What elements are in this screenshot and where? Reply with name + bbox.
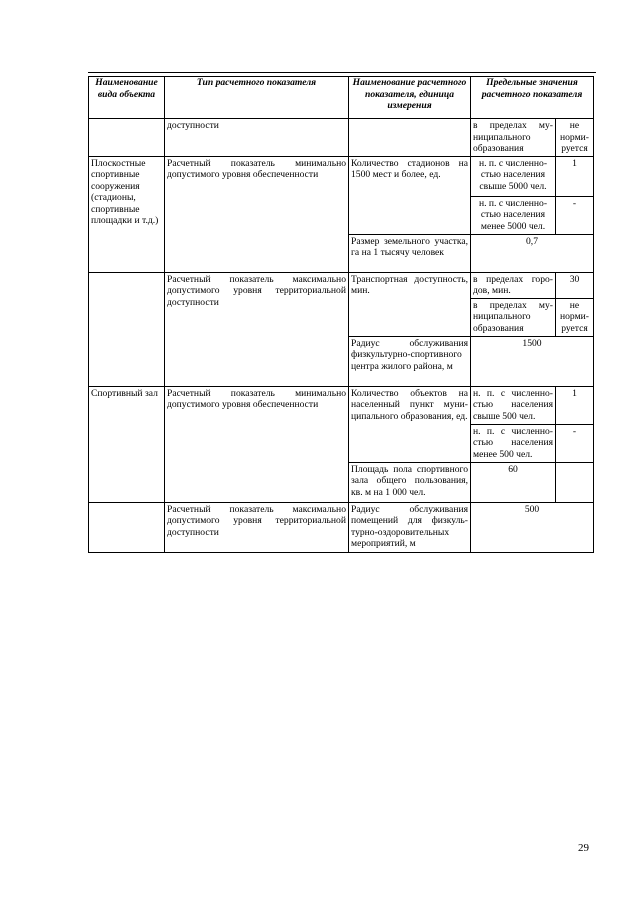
cell-value: не нормируется <box>556 298 594 336</box>
table-row <box>89 386 594 424</box>
cell-object <box>89 502 165 552</box>
cell-indicator <box>349 119 471 157</box>
top-rule <box>88 72 596 73</box>
cell-object-planar: Плоскостные спортивные сооружения (стадионы, спортивные площадки и т.д.) <box>89 156 165 272</box>
cell-indicator-objects: Количество объектов на населенный пункт муниципального образования, ед. <box>349 386 471 462</box>
cell-type: доступности <box>165 119 349 157</box>
cell-indicator-transport: Транспортная доступность, мин. <box>349 272 471 336</box>
cell-indicator-radius: Радиус обслуживания помещений для физкультурно-оздоровительных мероприятий, м <box>349 502 471 552</box>
header-indicator-name: Наименование расчетного показателя, единица измерения <box>349 77 471 119</box>
cell-type-max: Расчетный показатель максимально допустимого уровня территориальной доступности <box>165 272 349 386</box>
cell-value: 500 <box>471 502 594 552</box>
cell-indicator-radius: Радиус обслуживания физкультурно-спортивного центра жилого района, м <box>349 336 471 386</box>
norms-table <box>88 76 594 553</box>
cell-value: - <box>556 424 594 462</box>
header-indicator-type: Тип расчетного показателя <box>165 77 349 119</box>
cell-value: 30 <box>556 272 594 298</box>
table-row <box>89 502 594 552</box>
table-row <box>89 119 594 157</box>
cell-subcondition: н. п. с численностью населения менее 5000 чел. <box>471 196 556 234</box>
cell-value-empty <box>556 462 594 502</box>
table-row <box>89 156 594 196</box>
cell-subcondition: в пределах муниципального образования <box>471 298 556 336</box>
cell-value: 60 <box>471 462 556 502</box>
cell-indicator-floor: Площадь пола спортивного зала общего пользования, кв. м на 1 000 чел. <box>349 462 471 502</box>
cell-subcondition: н. п. с численностью населения свыше 5000 чел. <box>471 156 556 196</box>
cell-value: - <box>556 196 594 234</box>
cell-type-max: Расчетный показатель максимально допустимого уровня территориальной доступности <box>165 502 349 552</box>
cell-value: 1500 <box>471 336 594 386</box>
cell-value: 1 <box>556 156 594 196</box>
cell-indicator-land: Размер земельного участка, га на 1 тысячу человек <box>349 234 471 272</box>
cell-subcondition: в пределах городов, мин. <box>471 272 556 298</box>
header-object-type: Наименование вида объекта <box>89 77 165 119</box>
cell-object-hall: Спортивный зал <box>89 386 165 502</box>
cell-type-min: Расчетный показатель минимально допустимого уровня обеспеченности <box>165 156 349 272</box>
cell-value: 1 <box>556 386 594 424</box>
cell-indicator-stadiums: Количество стадионов на 1500 мест и более, ед. <box>349 156 471 234</box>
cell-object <box>89 119 165 157</box>
cell-type-min: Расчетный показатель минимально допустимого уровня обеспеченности <box>165 386 349 502</box>
cell-value: 0,7 <box>471 234 594 272</box>
header-limit-values: Предельные значения расчетного показателя <box>471 77 594 119</box>
table-header-row <box>89 77 594 119</box>
cell-subcondition: н. п. с численностью населения свыше 500 чел. <box>471 386 556 424</box>
cell-value: не нормируется <box>556 119 594 157</box>
cell-subcondition: в пределах муниципального образования <box>471 119 556 157</box>
cell-subcondition: н. п. с численностью населения менее 500 чел. <box>471 424 556 462</box>
table-row <box>89 272 594 298</box>
page-number: 29 <box>578 842 589 854</box>
cell-object <box>89 272 165 386</box>
